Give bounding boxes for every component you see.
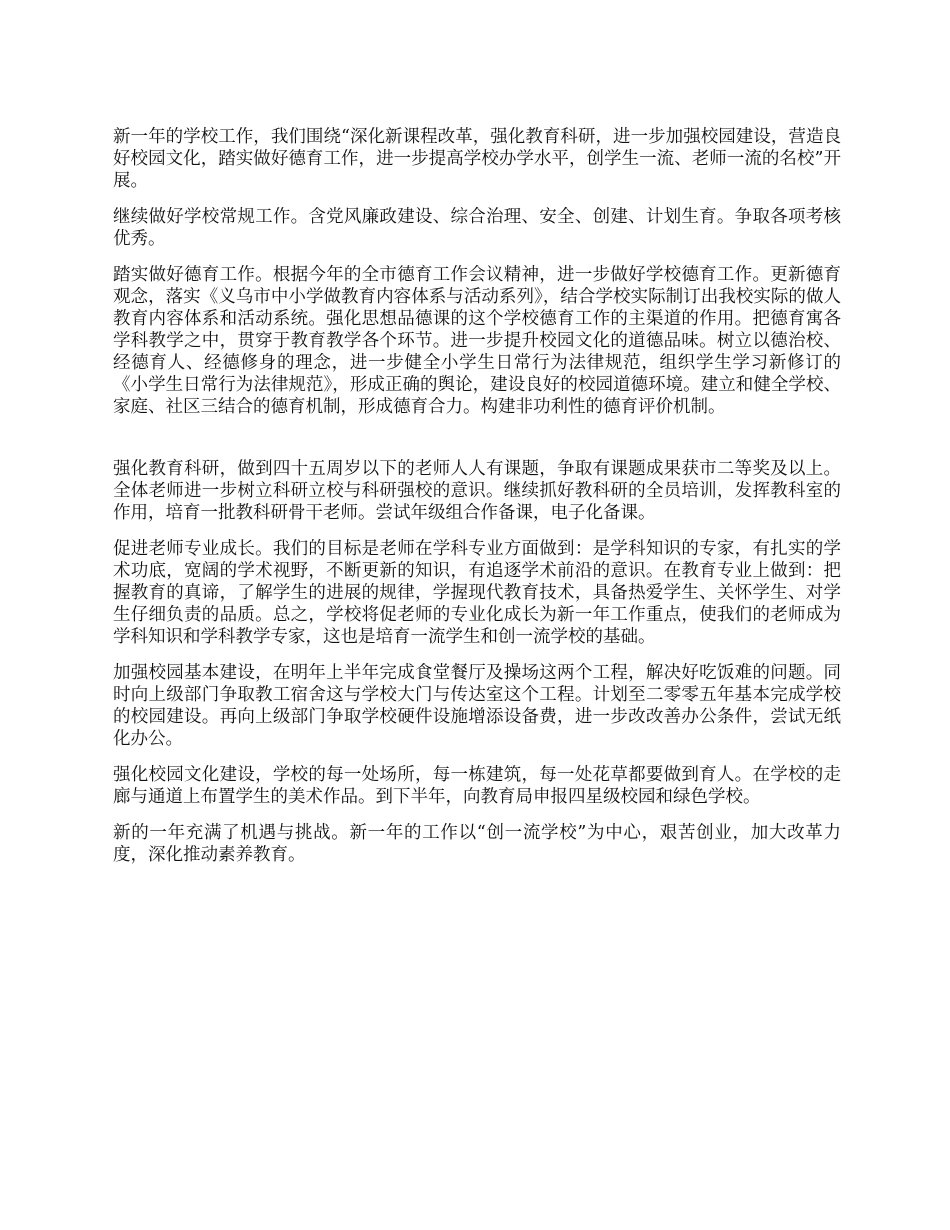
paragraph-campus-culture: 强化校园文化建设，学校的每一处场所，每一栋建筑，每一处花草都要做到育人。在学校的走廊与通道上布置学生的美术作品。到下半年，向教育局申报四星级校园和绿色学校。 <box>113 765 841 807</box>
paragraph-moral-education: 踏实做好德育工作。根据今年的全市德育工作会议精神，进一步做好学校德育工作。更新德育观念，落实《义乌市中小学做教育内容体系与活动系列》，结合学校实际制订出我校实际的做人教育内容体系和活动系统。强化思想品德课的这个学校德育工作的主渠道的作用。把德育寓各学科教学之中，贯穿于教育教学各个环节。进一步提升校园文化的道德品味。树立以德治校、经德育人、经德修身的理念，进一步健全小学生日常行为法律规范，组织学生学习新修订的《小学生日常行为法律规范》，形成正确的舆论，建设良好的校园道德环境。建立和健全学校、家庭、社区三结合的德育机制，形成德育合力。构建非功利性的德育评价机制。 <box>113 265 841 417</box>
paragraph-routine-work: 继续做好学校常规工作。含党风廉政建设、综合治理、安全、创建、计划生育。争取各项考核优秀。 <box>113 207 841 249</box>
paragraph-teacher-growth: 促进老师专业成长。我们的目标是老师在学科专业方面做到：是学科知识的专家，有扎实的学术功底，宽阔的学术视野，不断更新的知识，有追逐学术前沿的意识。在教育专业上做到：把握教育的真谛，了解学生的进展的规律，学握现代教育技术，具备热爱学生、关怀学生、对学生仔细负责的品质。总之，学校将促老师的专业化成长为新一年工作重点，使我们的老师成为学科知识和学科教学专家，这也是培育一流学生和创一流学校的基础。 <box>113 539 841 647</box>
paragraph-intro: 新一年的学校工作，我们围绕“深化新课程改革，强化教育科研，进一步加强校园建设，营造良好校园文化，踏实做好德育工作，进一步提高学校办学水平，创学生一流、老师一流的名校”开展。 <box>113 127 841 191</box>
paragraph-conclusion: 新的一年充满了机遇与挑战。新一年的工作以“创一流学校”为中心，艰苦创业，加大改革力度，深化推动素养教育。 <box>113 823 841 865</box>
paragraph-campus-construction: 加强校园基本建设，在明年上半年完成食堂餐厅及操场这两个工程，解决好吃饭难的问题。同时向上级部门争取教工宿舍这与学校大门与传达室这个工程。计划至二零零五年基本完成学校的校园建设。再向上级部门争取学校硬件设施增添设备费，进一步改改善办公条件，尝试无纸化办公。 <box>113 663 841 749</box>
document-body <box>113 126 841 880</box>
paragraph-research: 强化教育科研，做到四十五周岁以下的老师人人有课题，争取有课题成果获市二等奖及以上。全体老师进一步树立科研立校与科研强校的意识。继续抓好教科研的全员培训，发挥教科室的作用，培育一批教科研骨干老师。尝试年级组合作备课，电子化备课。 <box>113 459 841 523</box>
